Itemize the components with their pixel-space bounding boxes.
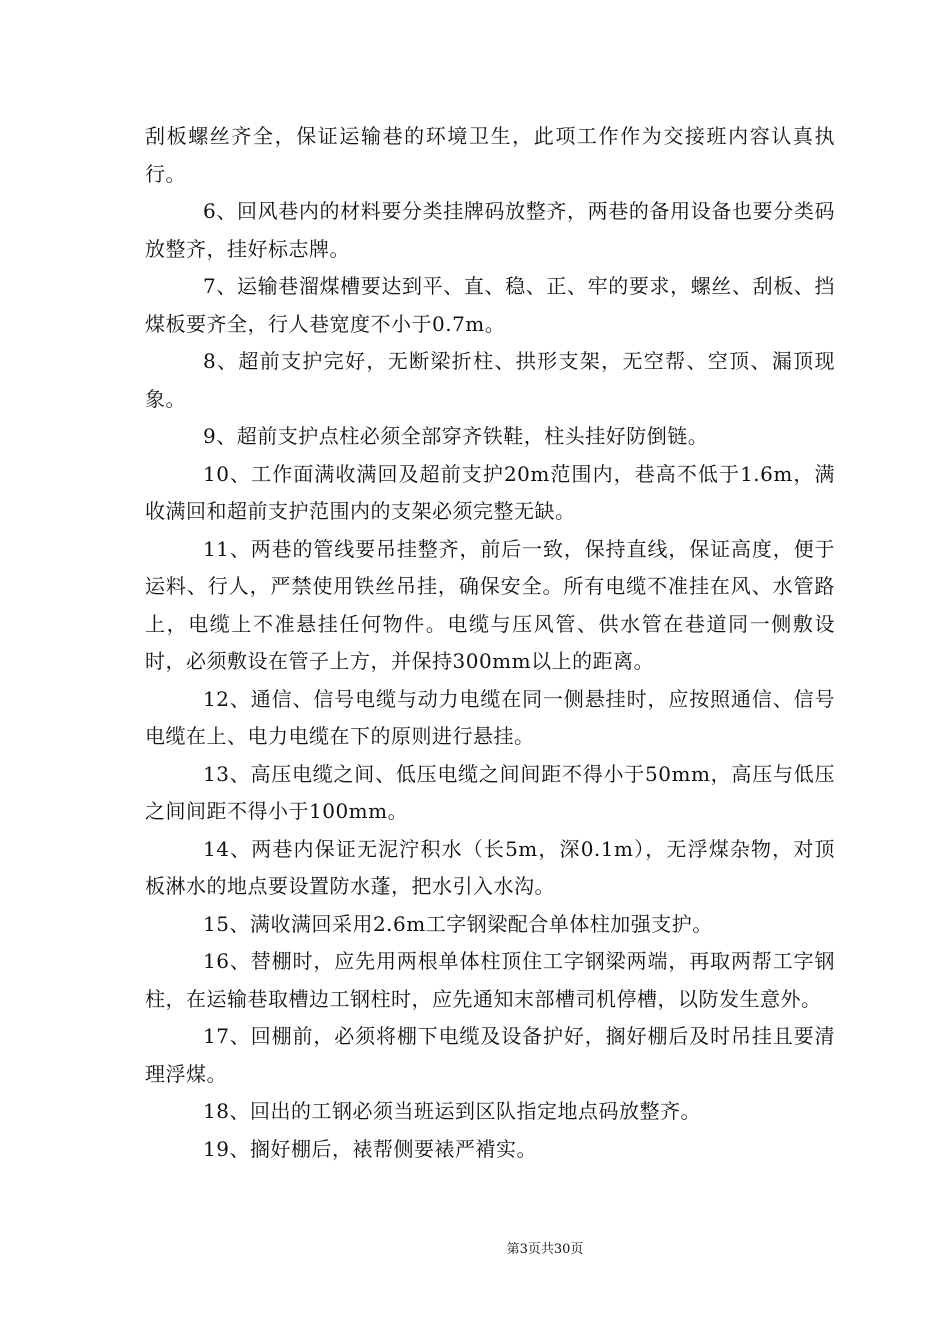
- body-text: [145, 118, 835, 1168]
- paragraph: 12、通信、信号电缆与动力电缆在同一侧悬挂时，应按照通信、信号电缆在上、电力电缆在下的原则进行悬挂。: [145, 686, 835, 748]
- paragraph: 刮板螺丝齐全，保证运输巷的环境卫生，此项工作作为交接班内容认真执行。: [145, 124, 835, 186]
- paragraph: 19、搁好棚后，裱帮侧要裱严褙实。: [203, 1136, 537, 1161]
- paragraph: 9、超前支护点柱必须全部穿齐铁鞋，柱头挂好防倒链。: [203, 424, 709, 448]
- paragraph: 16、替棚时，应先用两根单体柱顶住工字钢梁两端，再取两帮工字钢柱，在运输巷取槽边工钢柱时，应先通知末部槽司机停槽，以防发生意外。: [145, 949, 835, 1011]
- paragraph: 15、满收满回采用2.6m工字钢梁配合单体柱加强支护。: [203, 911, 713, 936]
- page-number-footer: 第3页共30页: [506, 1242, 584, 1257]
- paragraph: 10、工作面满收满回及超前支护20m范围内，巷高不低于1.6m，满收满回和超前支护范围内的支架必须完整无缺。: [145, 461, 835, 523]
- paragraph: 6、回风巷内的材料要分类挂牌码放整齐，两巷的备用设备也要分类码放整齐，挂好标志牌。: [145, 199, 835, 261]
- paragraph: 17、回棚前，必须将棚下电缆及设备护好，搁好棚后及时吊挂且要清理浮煤。: [145, 1024, 835, 1086]
- paragraph: 18、回出的工钢必须当班运到区队指定地点码放整齐。: [203, 1099, 701, 1123]
- paragraph: 8、超前支护完好，无断梁折柱、拱形支架，无空帮、空顶、漏顶现象。: [145, 349, 835, 411]
- paragraph: 13、高压电缆之间、低压电缆之间间距不得小于50mm，高压与低压之间间距不得小于100mm。: [145, 761, 835, 823]
- paragraph: 11、两巷的管线要吊挂整齐，前后一致，保持直线，保证高度，便于运料、行人，严禁使用铁丝吊挂，确保安全。所有电缆不准挂在风、水管路上，电缆上不准悬挂任何物件。电缆与压风管、供水管在巷道同一侧敷设时，必须敷设在管子上方，并保持300mm以上的距离。: [145, 536, 835, 673]
- paragraph: 7、运输巷溜煤槽要达到平、直、稳、正、牢的要求，螺丝、刮板、挡煤板要齐全，行人巷宽度不小于0.7m。: [145, 274, 835, 336]
- paragraph: 14、两巷内保证无泥泞积水（长5m，深0.1m），无浮煤杂物，对顶板淋水的地点要设置防水蓬，把水引入水沟。: [145, 836, 835, 898]
